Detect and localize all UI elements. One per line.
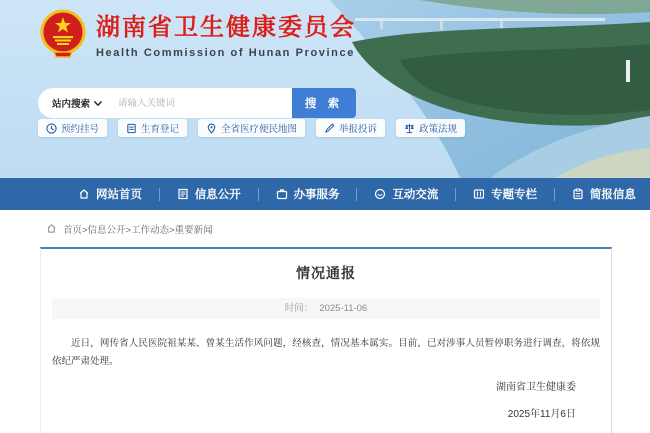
brand-text — [96, 7, 356, 59]
quick-link-complaint[interactable] — [316, 119, 385, 137]
quick-link-policy[interactable] — [396, 119, 465, 137]
site-subtitle: Health Commission of Hunan Province — [96, 47, 355, 59]
quick-link-birth-registration[interactable] — [118, 119, 187, 137]
quick-link-label: 预约挂号 — [61, 124, 100, 135]
info-disclosure-icon — [177, 188, 189, 200]
quick-link-label: 举报投诉 — [339, 124, 378, 135]
nav-divider — [258, 188, 259, 201]
site-brand — [40, 7, 356, 59]
article-sign-date: 2025年11月6日 — [507, 409, 576, 421]
nav-item-label: 专题专栏 — [491, 189, 538, 201]
quick-links — [38, 119, 465, 137]
search-button[interactable]: 搜 索 — [292, 88, 356, 118]
policy-icon — [404, 123, 415, 134]
breadcrumb-trail: 首页>信息公开>工作动态>重要新闻 — [63, 224, 213, 236]
medical-map-icon — [206, 123, 217, 134]
quick-link-label: 政策法规 — [419, 124, 458, 135]
chevron-down-icon — [94, 101, 102, 106]
search-bar — [38, 88, 356, 118]
nav-item-label: 信息公开 — [194, 189, 241, 201]
nav-item-service[interactable] — [276, 186, 340, 202]
home-icon — [46, 223, 57, 234]
date-label: 时间： — [284, 303, 314, 314]
search-scope-dropdown[interactable] — [52, 96, 102, 110]
birth-registration-icon — [126, 123, 137, 134]
date-value: 2025-11-06 — [319, 303, 368, 314]
nav-divider — [455, 188, 456, 201]
nav-item-label: 简报信息 — [589, 189, 636, 201]
national-emblem-icon — [40, 8, 86, 58]
home-icon — [78, 188, 90, 200]
quick-link-medical-map[interactable] — [198, 119, 305, 137]
article-body: 近日，网传省人民医院祖某某、曾某生活作风问题，经核查，情况基本属实。目前，已对涉事人员暂停职务进行调查，将依规依纪严肃处理。 — [52, 338, 600, 367]
nav-item-interaction[interactable] — [374, 186, 438, 202]
article-title: 情况通报 — [296, 265, 356, 281]
article-date-bar — [52, 298, 600, 319]
nav-divider — [356, 188, 357, 201]
main-nav — [0, 178, 650, 210]
article-panel — [40, 247, 612, 433]
site-header — [0, 0, 650, 178]
search-box — [38, 88, 292, 118]
article-signature: 湖南省卫生健康委 — [496, 382, 576, 394]
nav-item-info-disclosure[interactable] — [177, 186, 241, 202]
interaction-icon — [374, 188, 386, 200]
nav-item-special-topics[interactable] — [473, 186, 537, 202]
special-topics-icon — [473, 188, 485, 200]
quick-link-label: 生育登记 — [141, 124, 180, 135]
nav-item-home[interactable] — [78, 186, 142, 202]
quick-link-label: 全省医疗便民地图 — [221, 124, 298, 135]
search-scope-label: 站内搜索 — [52, 99, 91, 110]
bulletin-icon — [572, 188, 584, 200]
nav-item-label: 网站首页 — [96, 189, 142, 201]
complaint-icon — [324, 123, 335, 134]
nav-item-label: 互动交流 — [392, 189, 439, 201]
nav-divider — [554, 188, 555, 201]
nav-item-bulletin[interactable] — [572, 186, 636, 202]
service-icon — [276, 188, 288, 200]
nav-divider — [159, 188, 160, 201]
quick-link-appointment[interactable] — [38, 119, 107, 137]
search-input[interactable] — [118, 98, 292, 109]
site-title: 湖南省卫生健康委员会 — [96, 14, 356, 41]
nav-item-label: 办事服务 — [293, 189, 340, 201]
breadcrumb[interactable] — [0, 210, 650, 247]
appointment-icon — [46, 123, 57, 134]
